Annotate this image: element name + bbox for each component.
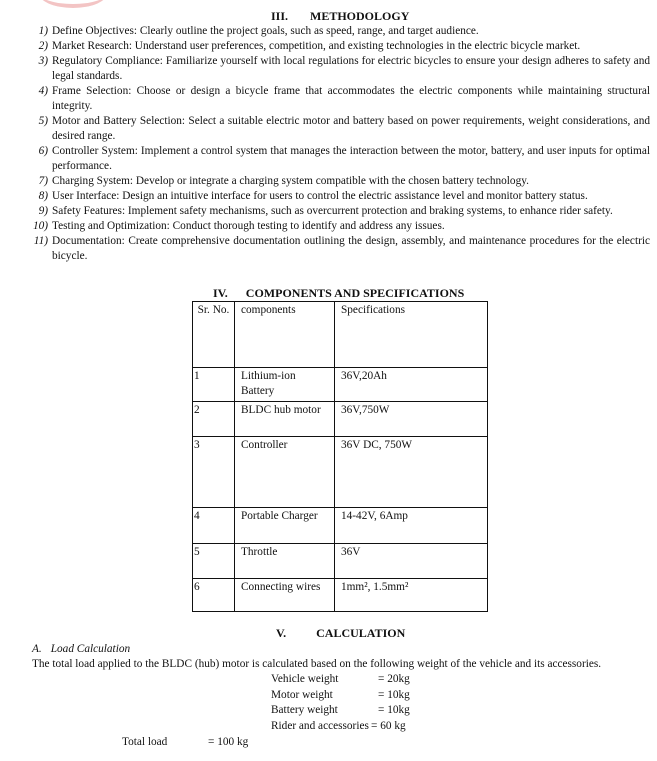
cell-spec: 1mm², 1.5mm² [335,579,488,612]
item-text: Charging System: Develop or integrate a charging system compatible with the chosen battery technology. [52,175,529,187]
cell-component: Throttle [235,544,335,579]
calculation-heading [276,626,405,641]
item-number: 1) [38,25,48,37]
item-number: 2) [38,40,48,52]
item-text: User Interface: Design an intuitive interface for users to control the electric assistance level and monitor battery status. [52,190,588,202]
cell-spec: 36V,750W [335,402,488,437]
methodology-item [22,204,650,219]
section-title: COMPONENTS AND SPECIFICATIONS [245,286,465,300]
cell-component: Portable Charger [235,508,335,544]
item-text: Market Research: Understand user preferences, competition, and existing technologies in the electric bicycle market. [52,40,581,52]
table-row [193,508,488,544]
cell-component: BLDC hub motor [235,402,335,437]
weight-value: = 10kg [378,704,410,716]
item-number: 6) [38,145,48,157]
components-heading [213,286,464,301]
methodology-item [22,114,650,144]
total-load-label: Total load [122,736,168,748]
subsection-letter: A. [32,643,42,655]
methodology-item [22,144,650,174]
methodology-item [22,54,650,84]
item-number: 4) [38,85,48,97]
item-text: Controller System: Implement a control system that manages the interaction between the motor, battery, and user inputs for optimal performance. [52,145,650,172]
cell-sr-no: 6 [193,579,235,612]
methodology-heading [271,9,409,24]
table-row [193,402,488,437]
section-number: III. [271,9,289,23]
methodology-item [22,174,650,189]
item-text: Testing and Optimization: Conduct thorough testing to identify and address any issues. [52,220,445,232]
item-number: 11) [33,235,48,247]
cell-sr-no: 3 [193,437,235,508]
item-text: Motor and Battery Selection: Select a suitable electric motor and battery based on power requirements, weight considerations, and desired range. [52,115,650,142]
header-sr-no: Sr. No. [193,302,235,368]
table-row [193,579,488,612]
section-title: CALCULATION [316,626,406,640]
weight-value: = 60 kg [371,719,406,732]
table-header-row [193,302,488,368]
cell-component: Controller [235,437,335,508]
section-number: V. [276,626,287,640]
cell-spec: 36V [335,544,488,579]
weight-label: Vehicle weight [271,673,339,685]
table-row [193,544,488,579]
decorative-arc [38,0,108,8]
section-number: IV. [213,286,228,300]
weight-label: Rider and accessories [271,719,369,732]
weight-value: = 10kg [378,688,410,701]
item-text: Documentation: Create comprehensive documentation outlining the design, assembly, and maintenance procedures for the electric bicycle. [52,235,650,262]
methodology-item [22,234,650,264]
item-number: 9) [38,205,48,217]
item-number: 10) [32,220,48,232]
cell-spec: 14-42V, 6Amp [335,508,488,544]
methodology-item [22,39,650,54]
total-load-value: = 100 kg [208,736,249,748]
item-number: 5) [38,115,48,127]
item-text: Safety Features: Implement safety mechanisms, such as overcurrent protection and braking systems, to enhance rider safety. [52,205,613,217]
cell-sr-no: 4 [193,508,235,544]
item-text: Regulatory Compliance: Familiarize yourself with local regulations for electric bicycles to ensure your design adheres to safety and legal standards. [52,55,650,82]
item-number: 7) [38,175,48,187]
table-row [193,437,488,508]
item-text: Frame Selection: Choose or design a bicycle frame that accommodates the electric components while maintaining structural integrity. [52,85,650,112]
table-row [193,368,488,402]
item-text: Define Objectives: Clearly outline the project goals, such as speed, range, and target audience. [52,25,479,37]
methodology-item [22,189,650,204]
weight-label: Motor weight [271,688,333,701]
cell-sr-no: 1 [193,368,235,402]
cell-component: Connecting wires [235,579,335,612]
methodology-item [22,24,650,39]
methodology-list [22,24,650,264]
cell-spec: 36V DC, 750W [335,437,488,508]
methodology-item [22,219,650,234]
weight-value: = 20kg [378,673,410,685]
calculation-intro: The total load applied to the BLDC (hub) motor is calculated based on the following weight of the vehicle and its accessories. [32,658,602,670]
subsection-title: Load Calculation [50,643,131,655]
header-specifications: Specifications [335,302,488,368]
load-calculation-subheading [32,642,130,657]
weight-label: Battery weight [271,704,338,716]
section-title: METHODOLOGY [310,9,410,23]
methodology-item [22,84,650,114]
item-number: 8) [38,190,48,202]
header-components: components [235,302,335,368]
cell-component: Lithium-ion Battery [235,368,335,402]
cell-sr-no: 5 [193,544,235,579]
item-number: 3) [38,55,48,67]
cell-spec: 36V,20Ah [335,368,488,402]
cell-sr-no: 2 [193,402,235,437]
components-table [192,301,488,612]
